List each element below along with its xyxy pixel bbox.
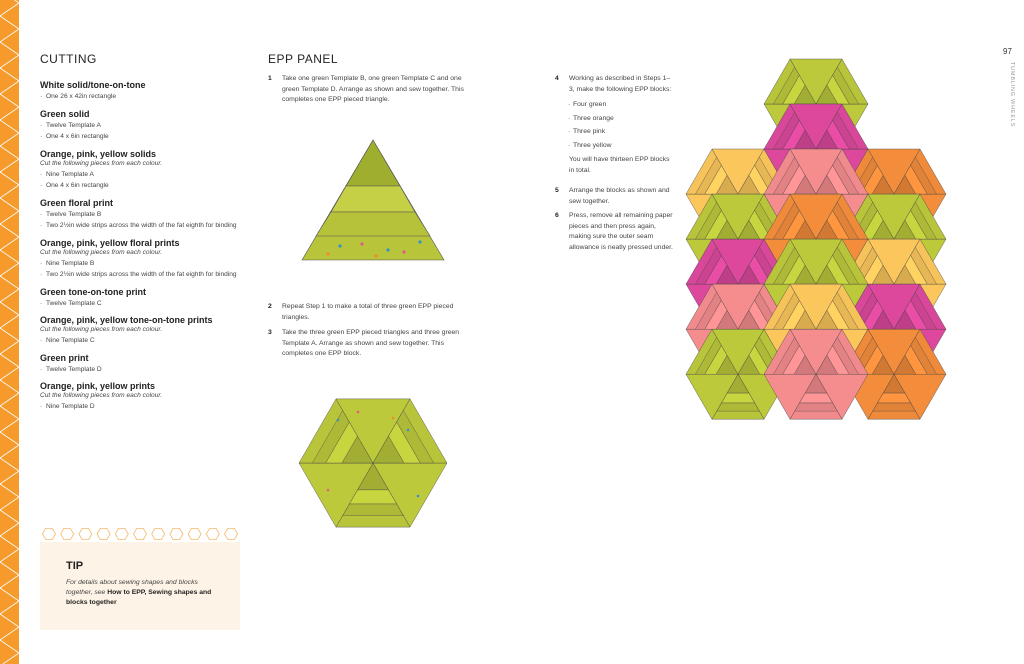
cutting-group-note: Cut the following pieces from each colour.	[40, 392, 163, 399]
list-item: · Three orange	[569, 112, 675, 126]
cutting-group-heading: Orange, pink, yellow prints	[40, 381, 156, 391]
decorative-spine	[0, 0, 19, 664]
step-6	[555, 211, 675, 253]
cutting-group	[40, 238, 240, 281]
step-number: 3	[268, 329, 272, 336]
page-number: 97	[1003, 47, 1012, 56]
step-text: Repeat Step 1 to make a total of three green EPP pieced triangles.	[282, 303, 454, 321]
step-text: Take the three green EPP pieced triangles and three green Template A. Arrange as shown and sew together. This completes one EPP block.	[282, 329, 460, 357]
epp-hexagon-block-illustration	[298, 400, 448, 526]
epp-panel-title: EPP PANEL	[268, 52, 339, 66]
cutting-item: · One 4 x 6in rectangle	[40, 180, 240, 192]
cutting-list	[40, 80, 240, 419]
cutting-item: · One 4 x 6in rectangle	[40, 131, 240, 143]
cutting-group	[40, 353, 240, 376]
cutting-group-heading: Green floral print	[40, 197, 114, 208]
cutting-item: · Twelve Template C	[40, 298, 240, 310]
cutting-group-heading: Orange, pink, yellow solids	[40, 148, 157, 159]
step-note: You will have thirteen EPP blocks in total.	[569, 156, 670, 174]
cutting-item: · Nine Template C	[40, 335, 240, 347]
block-colour-list	[569, 98, 675, 152]
pieced-triangle-illustration	[300, 138, 446, 262]
step-text: Arrange the blocks as shown and sew together.	[569, 187, 670, 205]
step-2	[268, 302, 473, 323]
cutting-group-heading: Green print	[40, 352, 89, 363]
cutting-item: · Twelve Template A	[40, 120, 240, 132]
hexagon-border-decoration	[40, 526, 240, 542]
cutting-item: · Nine Template D	[40, 401, 240, 413]
cutting-group	[40, 381, 240, 413]
cutting-group-note: Cut the following pieces from each colour.	[40, 326, 163, 333]
cutting-item: · One 26 x 42in rectangle	[40, 91, 240, 103]
cutting-group-note: Cut the following pieces from each colour.	[40, 159, 163, 167]
step-number: 6	[555, 212, 559, 219]
tip-reference: How to EPP, Sewing shapes and blocks together	[66, 589, 212, 606]
cutting-item: · Two 2½in wide strips across the width of the fat eighth for binding	[40, 269, 240, 281]
cutting-group	[40, 198, 240, 232]
cutting-group	[40, 149, 240, 192]
cutting-group-heading: White solid/tone-on-tone	[40, 80, 146, 90]
cutting-group-heading: Green solid	[40, 108, 90, 119]
cutting-group	[40, 80, 240, 103]
cutting-item: · Nine Template B	[40, 258, 240, 270]
list-item: · Three yellow	[569, 139, 675, 153]
step-number: 1	[268, 75, 272, 82]
tip-title: TIP	[66, 560, 84, 572]
step-5	[555, 186, 675, 207]
cutting-item: · Nine Template A	[40, 169, 240, 181]
step-text: Working as described in Steps 1–3, make the following EPP blocks:	[569, 75, 672, 93]
tip-text: For details about sewing shapes and blocks together, see	[66, 579, 198, 596]
step-number: 2	[268, 303, 272, 310]
step-text: Press, remove all remaining paper pieces and then press again, making sure the outer seam allowance is neatly pressed under.	[569, 212, 673, 251]
cutting-group-note: Cut the following pieces from each colour.	[40, 248, 163, 256]
quilt-panel-illustration	[686, 74, 992, 584]
cutting-title: CUTTING	[40, 52, 97, 66]
cutting-group-heading: Orange, pink, yellow floral prints	[40, 237, 180, 248]
step-number: 5	[555, 187, 559, 194]
cutting-group	[40, 109, 240, 143]
list-item: · Three pink	[569, 125, 675, 139]
step-number: 4	[555, 75, 559, 82]
step-4	[555, 74, 675, 176]
cutting-item: · Twelve Template D	[40, 364, 240, 376]
tip-body	[66, 578, 226, 608]
cutting-group-heading: Green tone-on-tone print	[40, 286, 146, 297]
step-text: Take one green Template B, one green Template C and one green Template D. Arrange as shown and sew together. This completes one EPP pieced triangle.	[282, 75, 464, 103]
step-1	[268, 74, 473, 106]
cutting-item: · Two 2½in wide strips across the width of the fat eighth for binding	[40, 220, 240, 232]
cutting-item: · Twelve Template B	[40, 209, 240, 221]
cutting-group	[40, 287, 240, 310]
step-3	[268, 328, 473, 360]
cutting-group-heading: Orange, pink, yellow tone-on-tone prints	[40, 315, 213, 325]
running-head: TUMBLING WHEELS	[1009, 62, 1015, 128]
cutting-group	[40, 315, 240, 347]
list-item: · Four green	[569, 98, 675, 112]
